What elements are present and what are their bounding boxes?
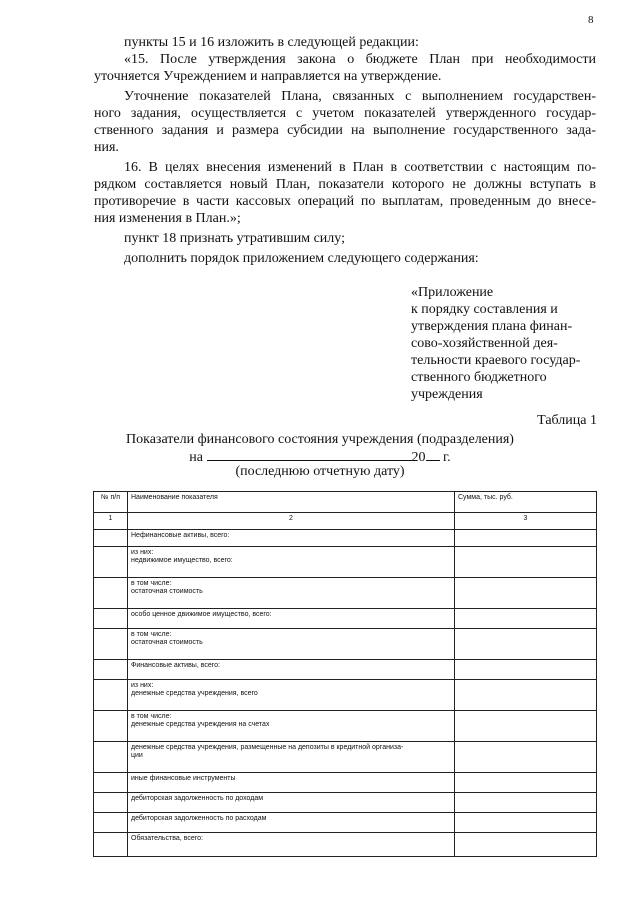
colnum-cell: 3	[455, 513, 597, 530]
table-row	[94, 773, 597, 793]
appendix-line: утверждения плана финан-	[411, 319, 573, 334]
paragraph-line: пункт 18 признать утратившим силу;	[124, 231, 345, 246]
appendix-line: ственного бюджетного	[411, 370, 547, 385]
table-row	[94, 530, 597, 547]
appendix-line: «Приложение	[411, 285, 494, 300]
colnum-cell: 1	[94, 513, 128, 530]
table-row	[94, 680, 597, 711]
table-row	[94, 578, 597, 609]
colnum-cell: 2	[128, 513, 455, 530]
table-row	[94, 660, 597, 680]
row-value	[455, 742, 597, 773]
row-label: дебиторская задолженность по доходам	[128, 793, 455, 813]
row-value	[455, 680, 597, 711]
date-year: 20	[411, 450, 426, 465]
paragraph-line: уточняется Учреждением и направляется на утверждение.	[94, 69, 442, 84]
appendix-line: сово-хозяйственной дея-	[411, 336, 558, 351]
row-label: иные финансовые инструменты	[128, 773, 455, 793]
table-caption-title: Показатели финансового состояния учреждения (подразделения)	[126, 432, 514, 447]
row-value	[455, 660, 597, 680]
paragraph-line: ния изменения в План.»;	[94, 211, 241, 226]
table-row	[94, 742, 597, 773]
header-cell: Сумма, тыс. руб.	[455, 492, 597, 513]
table-row	[94, 629, 597, 660]
paragraph-line: ния.	[94, 140, 119, 155]
date-prefix: на	[189, 450, 204, 465]
row-value	[455, 530, 597, 547]
row-label: из них: денежные средства учреждения, всего	[128, 680, 455, 711]
row-value	[455, 609, 597, 629]
table-colnum-row	[94, 513, 597, 530]
paragraph-line: ственного задания и размера субсидии на выполнение государственного зада-	[94, 123, 596, 138]
row-label: в том числе: остаточная стоимость	[128, 629, 455, 660]
appendix-line: учреждения	[411, 387, 483, 402]
row-value	[455, 711, 597, 742]
paragraph-line: рядком составляется новый План, показатели которого не должны вступать в	[94, 177, 596, 192]
row-value	[455, 833, 597, 857]
row-label: Нефинансовые активы, всего:	[128, 530, 455, 547]
row-value	[455, 547, 597, 578]
paragraph-line: пункты 15 и 16 изложить в следующей редакции:	[124, 35, 419, 50]
paragraph-line: ного задания, осуществляется с учетом показателей утвержденного государ-	[94, 106, 596, 121]
table-row	[94, 813, 597, 833]
row-value	[455, 773, 597, 793]
appendix-line: к порядку составления и	[411, 302, 558, 317]
table-header-row	[94, 492, 597, 513]
appendix-line: тельности краевого государ-	[411, 353, 581, 368]
date-suffix: г.	[443, 450, 451, 465]
row-label: Финансовые активы, всего:	[128, 660, 455, 680]
row-label: в том числе: остаточная стоимость	[128, 578, 455, 609]
row-label: особо ценное движимое имущество, всего:	[128, 609, 455, 629]
row-label: денежные средства учреждения, размещенные на депозиты в кредитной организа- ции	[128, 742, 455, 773]
table-row	[94, 833, 597, 857]
row-value	[455, 629, 597, 660]
row-label: Обязательства, всего:	[128, 833, 455, 857]
date-blank	[207, 448, 412, 461]
paragraph-line: противоречие в части кассовых операций по выплатам, проведенным до внесе-	[94, 194, 596, 209]
table-row	[94, 793, 597, 813]
table-caption-note: (последнюю отчетную дату)	[235, 464, 405, 479]
table-row	[94, 711, 597, 742]
row-label: дебиторская задолженность по расходам	[128, 813, 455, 833]
page-number: 8	[588, 14, 594, 26]
paragraph-line: дополнить порядок приложением следующего содержания:	[124, 251, 479, 266]
row-value	[455, 793, 597, 813]
table-row	[94, 547, 597, 578]
row-value	[455, 578, 597, 609]
row-label: из них: недвижимое имущество, всего:	[128, 547, 455, 578]
paragraph-line: 16. В целях внесения изменений в План в соответствии с настоящим по-	[124, 160, 596, 175]
table-row	[94, 609, 597, 629]
row-value	[455, 813, 597, 833]
financial-indicators-table	[93, 491, 597, 857]
row-label: в том числе: денежные средства учреждения на счетах	[128, 711, 455, 742]
paragraph-line: Уточнение показателей Плана, связанных с выполнением государствен-	[124, 89, 596, 104]
year-blank	[426, 448, 440, 461]
appendix-heading	[411, 284, 580, 403]
header-cell: Наименование показателя	[128, 492, 455, 513]
table-label: Таблица 1	[537, 413, 597, 428]
header-cell: № п/п	[94, 492, 128, 513]
paragraph-line: «15. После утверждения закона о бюджете План при необходимости	[124, 52, 596, 67]
